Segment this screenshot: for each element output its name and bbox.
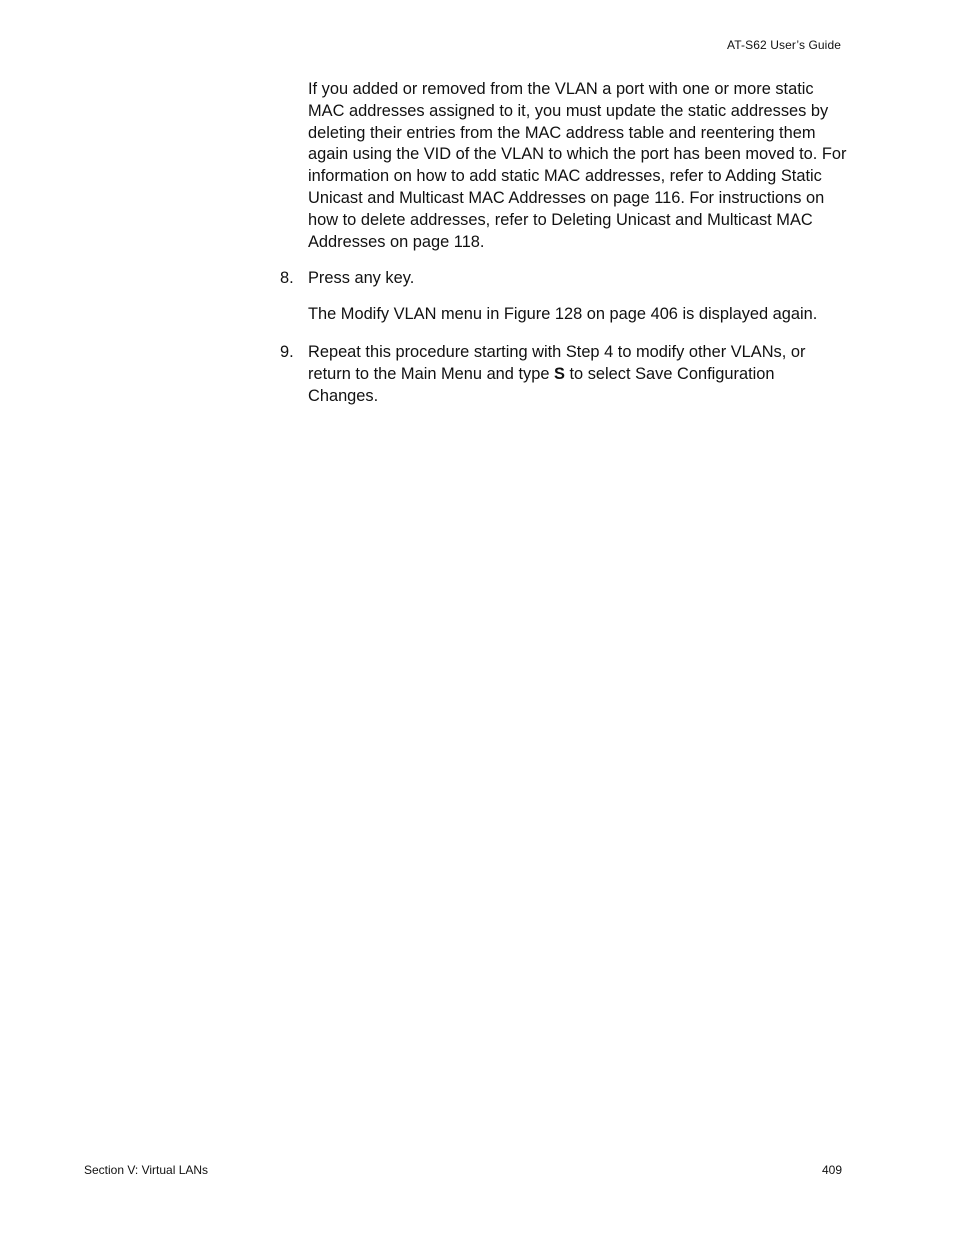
step-9-text-after: to select Save Configuration Changes. [308, 364, 775, 405]
spacer [308, 290, 848, 304]
spacer [308, 326, 848, 342]
spacer [308, 253, 848, 268]
page-body [280, 79, 848, 407]
step-9-text-before: Repeat this procedure starting with Step 4 to modify other VLANs, or return to the Main Menu and type [308, 342, 806, 383]
step-9-bold-key: S [554, 364, 565, 383]
footer-page-number: 409 [821, 1163, 842, 1177]
step-9-number: 9. [280, 342, 294, 361]
step-8-text: Press any key. [308, 269, 415, 288]
footer-section-title: Section V: Virtual LANs [84, 1163, 209, 1177]
step-8 [280, 268, 848, 290]
step-8-result: The Modify VLAN menu in Figure 128 on page 406 is displayed again. [308, 305, 818, 324]
step-9 [280, 342, 848, 407]
running-header-title: AT-S62 User’s Guide [727, 38, 841, 52]
step-8-number: 8. [280, 269, 294, 288]
intro-paragraph: If you added or removed from the VLAN a port with one or more static MAC addresses assigned to it, you must update the static addresses by deleting their entries from the MAC address table and reentering them again using the VID of the VLAN to which the port has been moved to. For information on how to add static MAC addresses, refer to Adding Static Unicast and Multicast MAC Addresses on page 116. For instructions on how to delete addresses, refer to Deleting Unicast and Multicast MAC Addresses on page 118. [308, 80, 847, 251]
